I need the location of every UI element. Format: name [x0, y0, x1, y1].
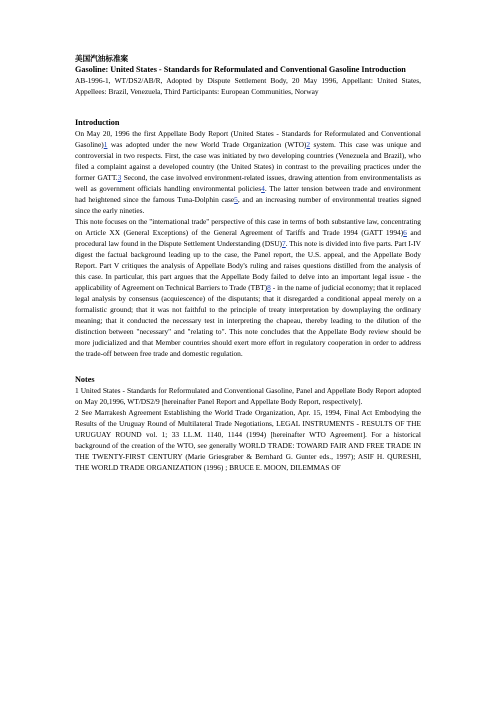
text-run: On May 20, 1996 the first Appellate Body Report (United States - Standards for Reformulated and Conventional Gasoline): [75, 129, 421, 149]
text-run: was adopted under the new World Trade Organization (WTO): [107, 140, 307, 149]
introduction-paragraph-2: [75, 216, 421, 359]
footnote-1: 1 United States - Standards for Reformulated and Conventional Gasoline, Panel and Appellate Body Report adopted on May 20,1996, WT/DS2/9 [hereinafter Panel Report and Appellate Body Report, respectively].: [75, 386, 421, 406]
footnote-link-5[interactable]: 5: [234, 195, 238, 204]
footnote-link-2[interactable]: 2: [306, 140, 311, 149]
introduction-heading: Introduction: [75, 118, 120, 127]
text-run: This note focuses on the "international trade" perspective of this case in terms of both substantive law, concentrating on Article XX (General Exceptions) of the General Agreement of Tariffs and Trade 1994 (GATT 1994): [75, 217, 421, 237]
footnote-link-8[interactable]: 8: [267, 283, 271, 292]
text-run: - in the name of judicial economy; that it replaced legal analysis by consensus (acquiescence) of the disputants; that it disregarded a conditional appeal merely on a formalistic ground; that it was not faithful to the principle of treaty interpretation by downplaying the ordinary meaning; that it conducted the necessary test in interpreting the chapeau, thereby leading to the dilution of the distinction between "necessary" and "relating to". This note concludes that the Appellate Body review should be more judicialized and that Member countries should exert more effort in regulatory cooperation in order to address the trade-off between free trade and domestic regulation.: [75, 283, 421, 358]
footnote-link-3[interactable]: 3: [117, 173, 122, 182]
footnote-link-1[interactable]: 1: [103, 140, 108, 149]
introduction-paragraph-1: [75, 128, 421, 216]
case-metadata: AB-1996-1, WT/DS2/AB/R, Adopted by Dispute Settlement Body, 20 May 1996, Appellant: United States, Appellees: Brazil, Venezuela, Third Participants: European Communities, Norway: [75, 76, 421, 96]
footnote-2: 2 See Marrakesh Agreement Establishing the World Trade Organization, Apr. 15, 1994, Final Act Embodying the Results of the Uruguay Round of Multilateral Trade Negotiations, LEGAL INSTRUMENTS - RESULTS OF THE URUGUAY ROUND vol. 1; 33 I.L.M. 1140, 1144 (1994) [hereinafter WTO Agreement]. For a historical background of the creation of the WTO, see generally WORLD TRADE: TOWARD FAIR AND FREE TRADE IN THE TWENTY-FIRST CENTURY (Marie Griesgraber & Bernhard G. Gunter eds., 1997); ASIF H. QURESHI, THE WORLD TRADE ORGANIZATION (1996) ; BRUCE E. MOON, DILEMMAS OF: [75, 408, 421, 472]
text-run: . The latter tension between trade and environment had heightened since the famous Tuna-Dolphin case: [75, 184, 421, 204]
footnote-link-4[interactable]: 4: [261, 184, 265, 193]
footnote-link-7[interactable]: 7: [282, 239, 286, 248]
text-run: Second, the case involved environment-related issues, drawing attention from environmentalists as well as government officials handling environmental policies: [75, 173, 421, 193]
notes-heading: Notes: [75, 375, 95, 384]
footnote-link-6[interactable]: 6: [403, 228, 407, 237]
text-run: and procedural law found in the Dispute Settlement Understanding (DSU): [75, 228, 421, 248]
text-run: . This note is divided into five parts. Part I-IV digest the factual background leading up to the case, the Panel report, the U.S. appeal, and the Appellate Body Report. Part V critiques the analysis of Appellate Body's ruling and raises questions distilled from the analysis of this case. In particular, this part argues that the Appellate Body failed to delve into an important legal issue - the applicability of Agreement on Technical Barriers to Trade (TBT): [75, 239, 421, 292]
text-run: system. This case was unique and controversial in two respects. First, the case was initiated by two developing countries (Venezuela and Brazil), who filed a complaint against a developed country (the United States) in contrast to the prevailing practices under the former GATT.: [75, 140, 422, 182]
document-page: [75, 54, 421, 473]
document-title: Gasoline: United States - Standards for Reformulated and Conventional Gasoline Introduction: [75, 65, 406, 74]
chinese-title: 美国汽油标准案: [75, 54, 129, 63]
text-run: , and an increasing number of environmental treaties signed since the early nineties.: [75, 195, 421, 215]
